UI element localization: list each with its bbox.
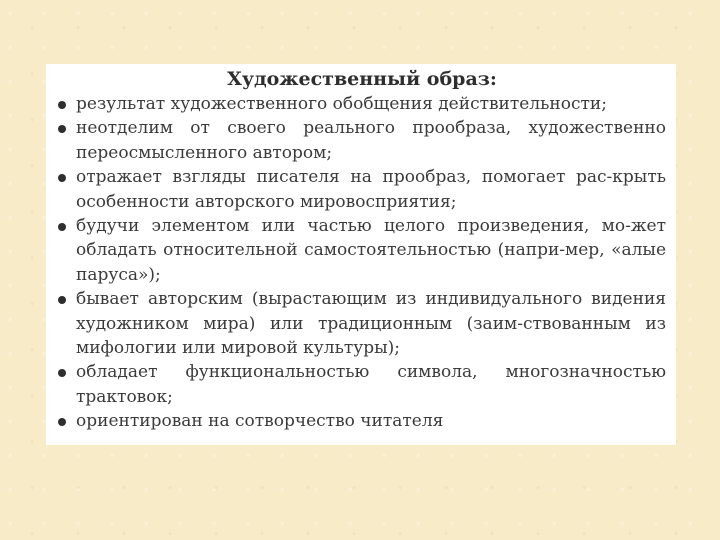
list-item [58, 409, 666, 433]
list-item-text: неотделим от своего реального прообраза, художественно переосмысленного автором; [76, 118, 666, 163]
list-item [58, 214, 666, 287]
bullet-icon [58, 418, 66, 426]
list-item-text: ориентирован на сотворчество читателя [76, 411, 444, 432]
bullet-icon [58, 223, 66, 231]
list-item [58, 92, 666, 116]
bullet-list [58, 92, 666, 434]
list-item [58, 287, 666, 360]
list-item [58, 360, 666, 409]
bullet-icon [58, 369, 66, 377]
slide-content [46, 64, 676, 445]
bullet-icon [58, 174, 66, 182]
list-item [58, 116, 666, 165]
list-item-text: будучи элементом или частью целого произведения, мо-жет обладать относительной самостоятельностью (напри-мер, «алые паруса»); [76, 216, 666, 285]
list-item-text: обладает функциональностью символа, многозначностью трактовок; [76, 362, 666, 407]
slide-title: Художественный образ: [227, 68, 497, 90]
bullet-icon [58, 125, 66, 133]
list-item-text: бывает авторским (вырастающим из индивидуального видения художником мира) или традиционным (заим-ствованным из мифологии или мировой культуры); [76, 289, 666, 359]
list-item [58, 165, 666, 214]
bullet-icon [58, 101, 66, 109]
bullet-icon [58, 296, 66, 304]
list-item-text: отражает взгляды писателя на прообраз, помогает рас-крыть особенности авторского мировосприятия; [76, 167, 666, 212]
list-item-text: результат художественного обобщения действительности; [76, 94, 607, 114]
